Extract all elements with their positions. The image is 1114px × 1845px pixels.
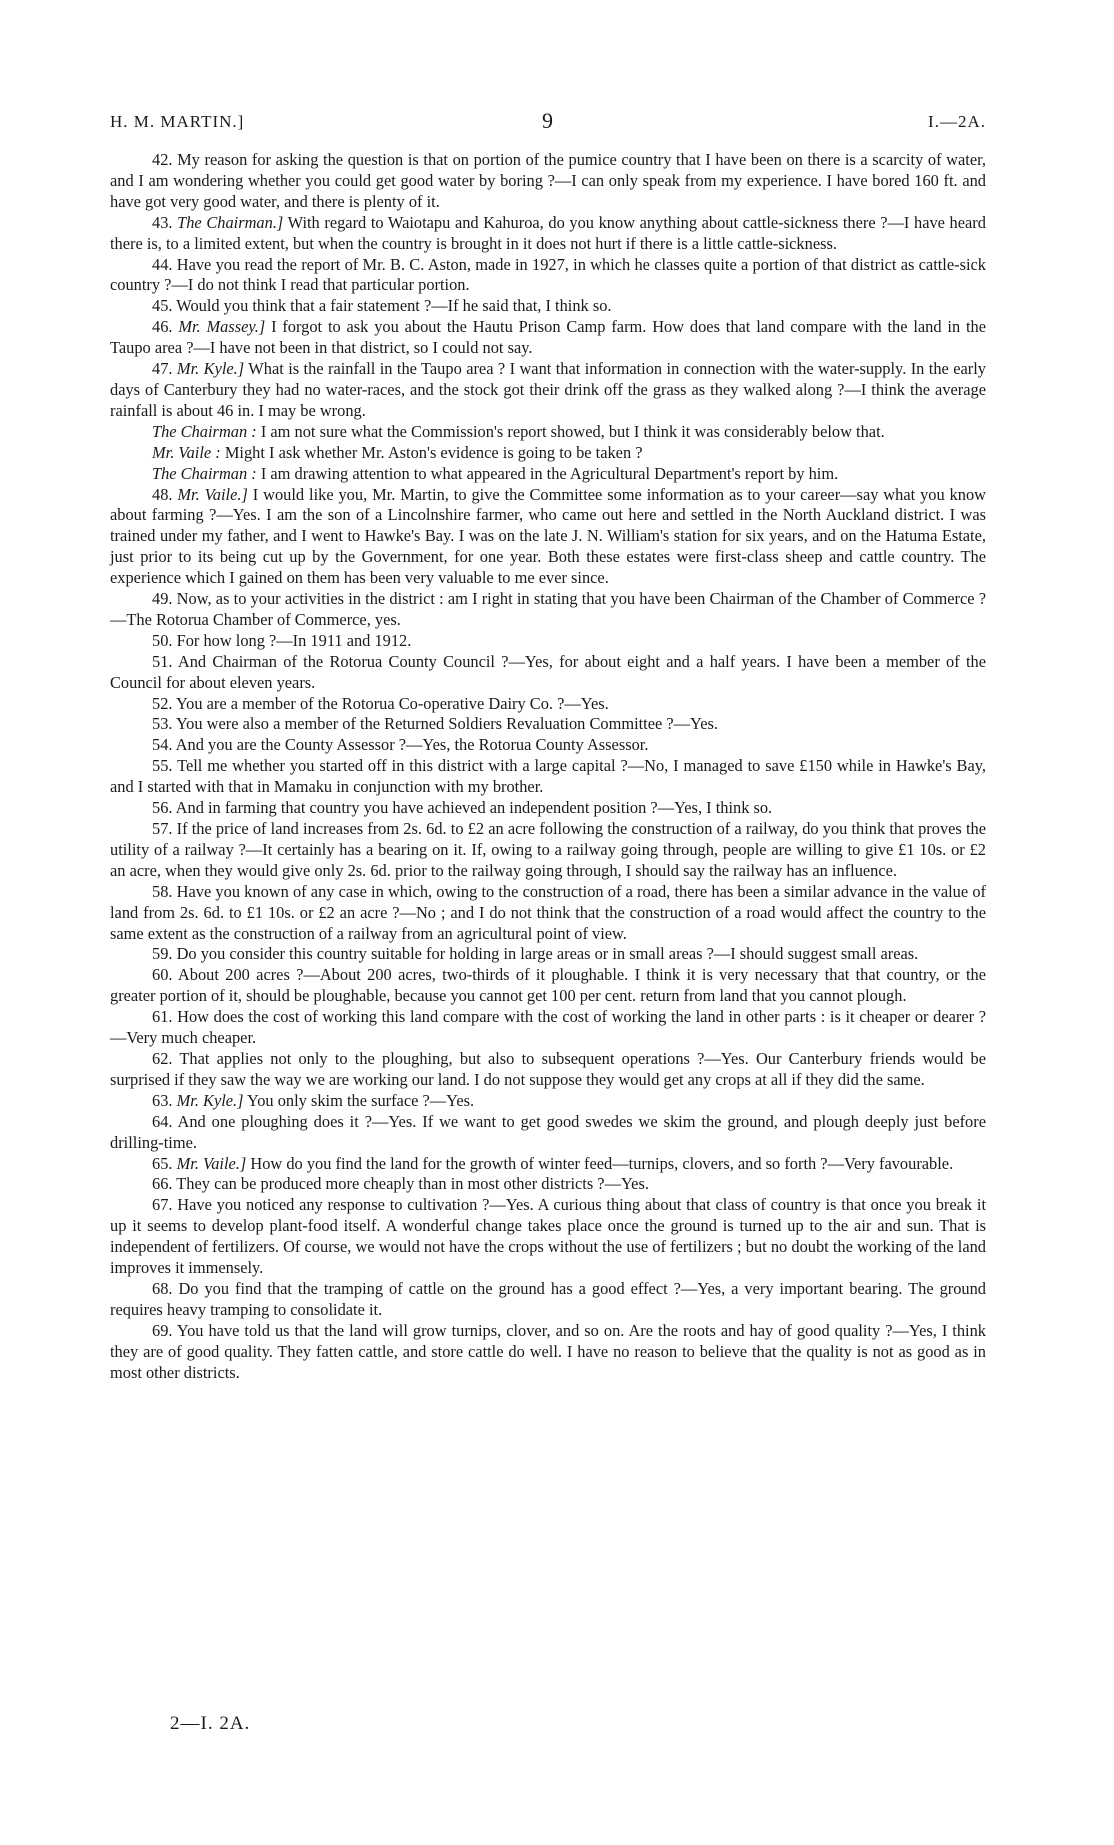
paragraph-text: I am not sure what the Commission's report showed, but I think it was considerably below that. bbox=[260, 421, 885, 441]
paragraph-text: Might I ask whether Mr. Aston's evidence is going to be taken ? bbox=[224, 442, 643, 462]
paragraph-text: 57. If the price of land increases from 2s. 6d. to £2 an acre following the construction of a railway, do you think that proves the utility of a railway ?—It certainly has a bearing on it. If, owing to a railway going through, people are willing to give £1 10s. or £2 an acre, when they would give only 2s. 6d. prior to the railway going through, I should say the railway has an influence. bbox=[110, 819, 986, 880]
evidence-paragraph bbox=[110, 317, 986, 359]
paragraph-text: 60. About 200 acres ?—About 200 acres, two-thirds of it ploughable. I think it is very necessary that that country, or the greater portion of it, should be ploughable, because you cannot get 100 per cent. return from land that you cannot plough. bbox=[110, 965, 986, 1006]
evidence-paragraph bbox=[110, 1195, 986, 1279]
evidence-paragraph bbox=[110, 1091, 986, 1112]
question-number: 63. bbox=[152, 1090, 173, 1110]
evidence-paragraph bbox=[110, 255, 986, 297]
footer-signature: 2—I. 2A. bbox=[170, 1713, 251, 1734]
evidence-paragraph bbox=[110, 1007, 986, 1049]
paragraph-text: How do you find the land for the growth of winter feed—turnips, clovers, and so forth ?—Very favourable. bbox=[250, 1153, 954, 1173]
paragraph-text: 50. For how long ?—In 1911 and 1912. bbox=[152, 630, 412, 650]
paragraph-text: 61. How does the cost of working this land compare with the cost of working the land in other parts : is it cheaper or dearer ?—Very much cheaper. bbox=[110, 1007, 986, 1048]
evidence-paragraph bbox=[110, 882, 986, 945]
evidence-paragraph bbox=[110, 694, 986, 715]
evidence-paragraph bbox=[110, 1174, 986, 1195]
evidence-paragraph bbox=[110, 485, 986, 590]
paragraph-text: 53. You were also a member of the Returned Soldiers Revaluation Committee ?—Yes. bbox=[152, 714, 718, 734]
evidence-paragraph bbox=[110, 1049, 986, 1091]
evidence-paragraph bbox=[110, 714, 986, 735]
paragraph-text: 58. Have you known of any case in which, owing to the construction of a road, there has been a similar advance in the value of land from 2s. 6d. to £1 10s. or £2 an acre ?—No ; and I do not think that the construction of a road would affect the country to the same extent as the construction of a railway from an agricultural point of view. bbox=[110, 881, 986, 943]
paragraph-text: 49. Now, as to your activities in the district : am I right in stating that you have been Chairman of the Chamber of Commerce ?—The Rotorua Chamber of Commerce, yes. bbox=[110, 589, 986, 629]
evidence-body bbox=[110, 150, 986, 1383]
speaker-name: Mr. Vaile.] bbox=[176, 1153, 247, 1173]
speaker-name: Mr. Kyle.] bbox=[176, 359, 245, 379]
paragraph-text: I forgot to ask you about the Hautu Prison Camp farm. How does that land compare with the land in the Taupo area ?—I have not been in that district, so I could not say. bbox=[110, 317, 986, 358]
evidence-paragraph bbox=[110, 798, 986, 819]
question-number: 46. bbox=[152, 317, 173, 337]
evidence-paragraph bbox=[110, 756, 986, 798]
evidence-paragraph bbox=[110, 464, 986, 485]
evidence-paragraph bbox=[110, 1321, 986, 1384]
speaker-name: Mr. Massey.] bbox=[178, 317, 266, 337]
speaker-name: Mr. Kyle.] bbox=[176, 1090, 244, 1110]
paragraph-text: 56. And in farming that country you have achieved an independent position ?—Yes, I think so. bbox=[152, 798, 773, 818]
paragraph-text: What is the rainfall in the Taupo area ? I want that information in connection with the water-supply. In the early days of Canterbury they had no water-races, and the stock got their drink off the grass as they walked along ?—I think the average rainfall is about 46 in. I may be wrong. bbox=[110, 359, 986, 420]
header-witness-name: H. M. MARTIN.] bbox=[110, 112, 245, 131]
paragraph-text: 62. That applies not only to the ploughing, but also to subsequent operations ?—Yes. Our Canterbury friends would be surprised if they saw the way we are working our land. I do not suppose they would get any crops at all if they did the same. bbox=[110, 1048, 986, 1089]
evidence-paragraph bbox=[110, 589, 986, 631]
evidence-paragraph bbox=[110, 1154, 986, 1175]
paragraph-text: 66. They can be produced more cheaply than in most other districts ?—Yes. bbox=[152, 1174, 649, 1194]
paragraph-text: 45. Would you think that a fair statement ?—If he said that, I think so. bbox=[152, 296, 612, 316]
paragraph-text: 52. You are a member of the Rotorua Co-operative Dairy Co. ?—Yes. bbox=[152, 693, 609, 713]
evidence-paragraph bbox=[110, 965, 986, 1007]
header-paper-reference: I.—2A. bbox=[928, 112, 986, 131]
speaker-name: The Chairman : bbox=[152, 421, 257, 441]
paragraph-text: 67. Have you noticed any response to cultivation ?—Yes. A curious thing about that class of country is that once you break it up it seems to develop plant-food itself. A wonderful change takes place once the ground is turned up to the air and sun. That is independent of fertilizers. Of course, we would not have the crops without the use of fertilizers ; but no doubt the working of the land improves it immensely. bbox=[110, 1195, 986, 1278]
question-number: 48. bbox=[152, 484, 173, 504]
evidence-paragraph bbox=[110, 1279, 986, 1321]
paragraph-text: I am drawing attention to what appeared in the Agricultural Department's report by him. bbox=[260, 463, 839, 483]
evidence-paragraph bbox=[110, 944, 986, 965]
speaker-name: Mr. Vaile : bbox=[152, 442, 221, 462]
paragraph-text: 68. Do you find that the tramping of cattle on the ground has a good effect ?—Yes, a very important bearing. The ground requires heavy tramping to consolidate it. bbox=[110, 1278, 986, 1319]
evidence-paragraph bbox=[110, 443, 986, 464]
evidence-paragraph bbox=[110, 735, 986, 756]
paragraph-text: 51. And Chairman of the Rotorua County Council ?—Yes, for about eight and a half years. I have been a member of the Council for about eleven years. bbox=[110, 651, 986, 692]
paragraph-text: 54. And you are the County Assessor ?—Yes, the Rotorua County Assessor. bbox=[152, 735, 649, 755]
question-number: 65. bbox=[152, 1153, 173, 1173]
paragraph-text: 42. My reason for asking the question is that on portion of the pumice country that I have been on there is a scarcity of water, and I am wondering whether you could get good water by boring ?—I can only speak from my experience. I have bored 160 ft. and have got very good water, and there is plenty of it. bbox=[110, 150, 986, 211]
paragraph-text: You only skim the surface ?—Yes. bbox=[247, 1090, 475, 1110]
paragraph-text: 69. You have told us that the land will grow turnips, clover, and so on. Are the roots and hay of good quality ?—Yes, I think they are of good quality. They fatten cattle, and store cattle do well. I have no reason to believe that the quality is not as good as in most other districts. bbox=[110, 1320, 986, 1382]
evidence-paragraph bbox=[110, 1112, 986, 1154]
question-number: 43. bbox=[152, 212, 173, 232]
speaker-name: The Chairman.] bbox=[177, 212, 284, 232]
question-number: 47. bbox=[152, 359, 173, 379]
evidence-paragraph bbox=[110, 819, 986, 882]
speaker-name: The Chairman : bbox=[152, 463, 257, 483]
paragraph-text: 44. Have you read the report of Mr. B. C. Aston, made in 1927, in which he classes quite a portion of that district as cattle-sick country ?—I do not think I read that particular portion. bbox=[110, 254, 986, 295]
page-number: 9 bbox=[542, 108, 554, 133]
speaker-name: Mr. Vaile.] bbox=[177, 484, 248, 504]
evidence-paragraph bbox=[110, 631, 986, 652]
paragraph-text: 64. And one ploughing does it ?—Yes. If we want to get good swedes we skim the ground, and plough deeply just before drilling-time. bbox=[110, 1111, 986, 1152]
evidence-paragraph bbox=[110, 213, 986, 255]
evidence-paragraph bbox=[110, 652, 986, 694]
evidence-paragraph bbox=[110, 150, 986, 213]
paragraph-text: 59. Do you consider this country suitable for holding in large areas or in small areas ?—I should suggest small areas. bbox=[152, 944, 919, 964]
paragraph-text: With regard to Waiotapu and Kahuroa, do you know anything about cattle-sickness there ?—I have heard there is, to a limited extent, but when the country is brought in it does not hurt if there is a little cattle-sickness. bbox=[110, 212, 986, 253]
evidence-paragraph bbox=[110, 422, 986, 443]
evidence-paragraph bbox=[110, 296, 986, 317]
paragraph-text: I would like you, Mr. Martin, to give the Committee some information as to your career—say what you know about farming ?—Yes. I am the son of a Lincolnshire farmer, who came out here and settled in the North Auckland district. I was trained under my father, and I went to Hawke's Bay. I was on the late J. N. William's station for six years, and on the Hatuma Estate, just prior to its being cut up by the Government, for one year. Both these estates were first-class sheep and cattle country. The experience which I gained on them has been very valuable to me ever since. bbox=[110, 484, 986, 588]
paragraph-text: 55. Tell me whether you started off in this district with a large capital ?—No, I managed to save £150 while in Hawke's Bay, and I started with that in Mamaku in conjunction with my brother. bbox=[110, 756, 986, 797]
page-header bbox=[110, 108, 986, 140]
evidence-paragraph bbox=[110, 359, 986, 422]
